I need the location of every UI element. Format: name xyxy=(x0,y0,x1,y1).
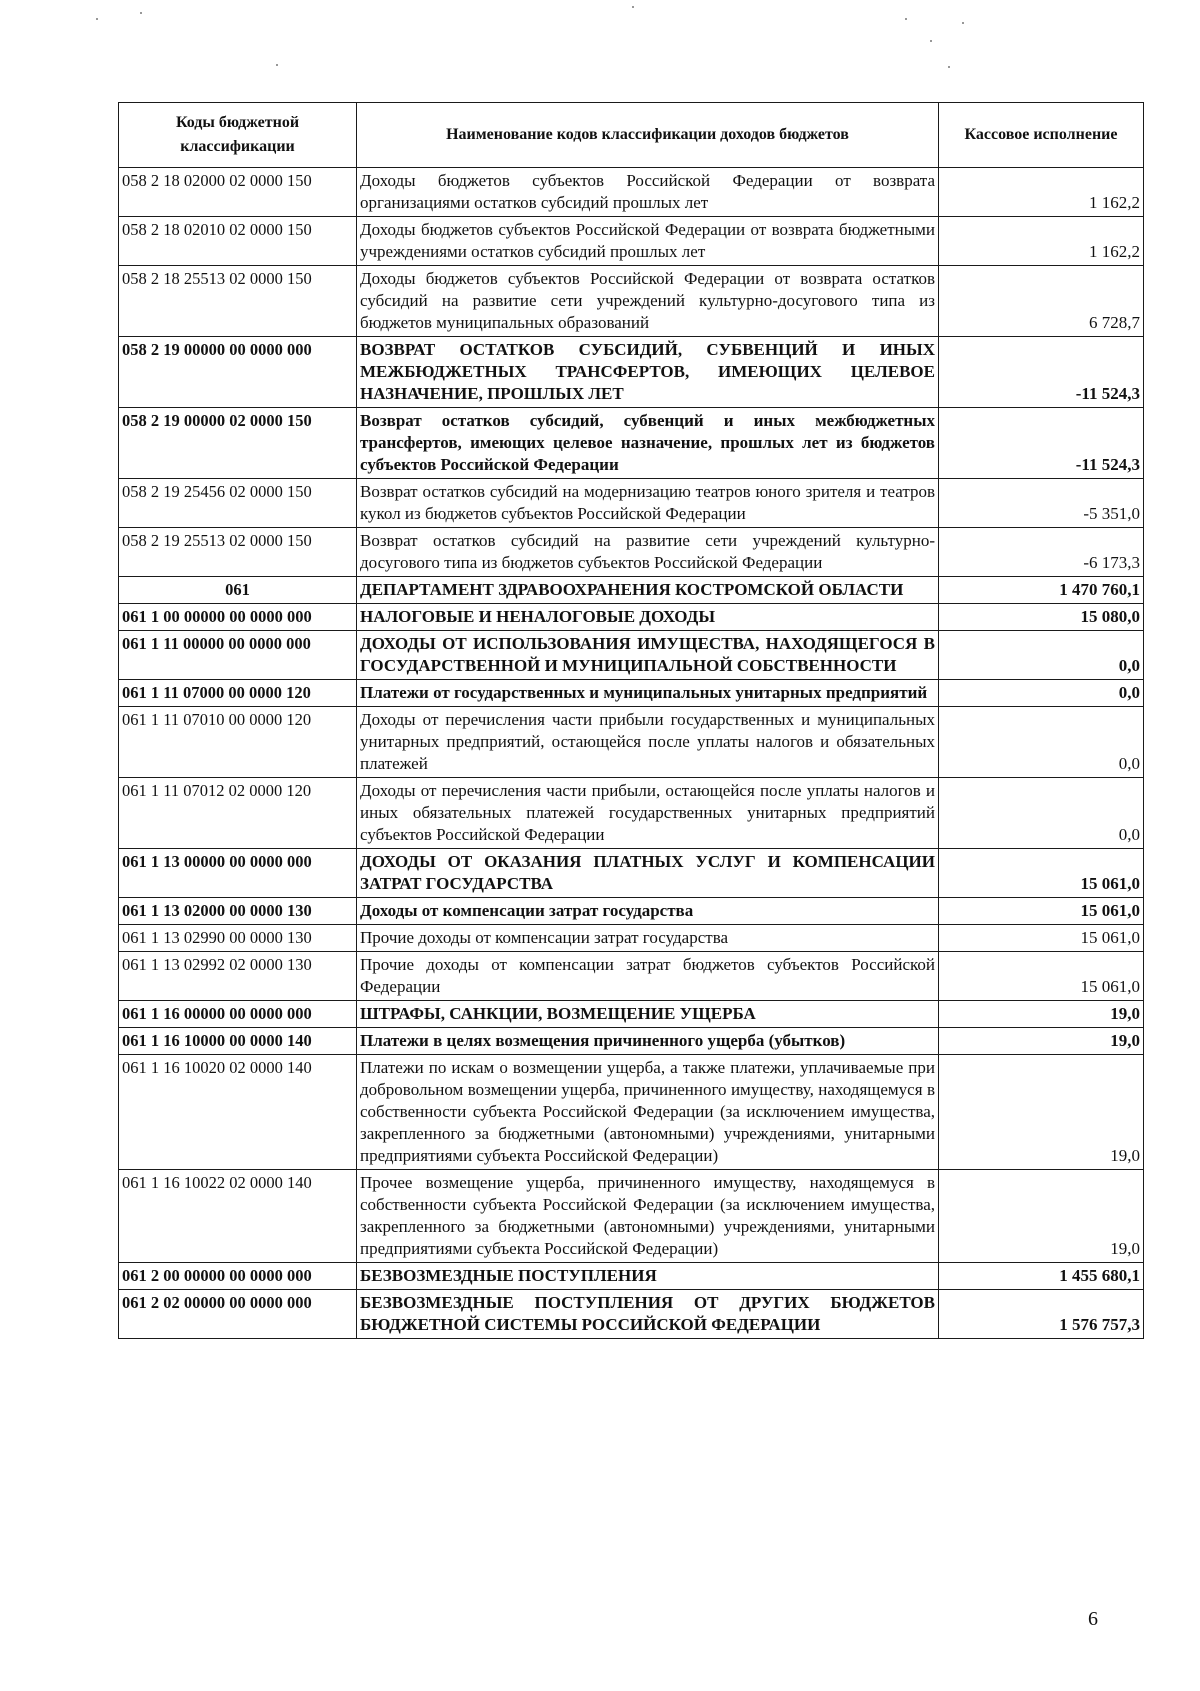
row-code: 058 2 19 25456 02 0000 150 xyxy=(119,479,357,528)
row-name: Прочие доходы от компенсации затрат государства xyxy=(357,925,939,952)
row-code: 058 2 18 25513 02 0000 150 xyxy=(119,266,357,337)
row-code: 061 2 00 00000 00 0000 000 xyxy=(119,1263,357,1290)
row-amount: 19,0 xyxy=(939,1001,1144,1028)
row-amount: 1 162,2 xyxy=(939,217,1144,266)
row-amount: 6 728,7 xyxy=(939,266,1144,337)
table-row xyxy=(119,479,1144,528)
row-amount: 15 061,0 xyxy=(939,849,1144,898)
row-name: ДОХОДЫ ОТ ИСПОЛЬЗОВАНИЯ ИМУЩЕСТВА, НАХОДЯЩЕГОСЯ В ГОСУДАРСТВЕННОЙ И МУНИЦИПАЛЬНОЙ СОБСТВЕННОСТИ xyxy=(357,631,939,680)
scan-speck xyxy=(276,64,278,66)
row-name: ВОЗВРАТ ОСТАТКОВ СУБСИДИЙ, СУБВЕНЦИЙ И ИНЫХ МЕЖБЮДЖЕТНЫХ ТРАНСФЕРТОВ, ИМЕЮЩИХ ЦЕЛЕВОЕ НАЗНАЧЕНИЕ, ПРОШЛЫХ ЛЕТ xyxy=(357,337,939,408)
table-row xyxy=(119,168,1144,217)
budget-classification-table xyxy=(118,102,1144,1339)
table-row xyxy=(119,952,1144,1001)
page-number: 6 xyxy=(1088,1608,1098,1630)
row-code: 061 1 00 00000 00 0000 000 xyxy=(119,604,357,631)
table-row xyxy=(119,1263,1144,1290)
row-amount: -11 524,3 xyxy=(939,408,1144,479)
row-name: Доходы от перечисления части прибыли, остающейся после уплаты налогов и иных обязательных платежей государственных унитарных предприятий субъектов Российской Федерации xyxy=(357,778,939,849)
row-amount: 1 162,2 xyxy=(939,168,1144,217)
table-row xyxy=(119,1290,1144,1339)
row-name: Возврат остатков субсидий, субвенций и иных межбюджетных трансфертов, имеющих целевое назначение, прошлых лет из бюджетов субъектов Российской Федерации xyxy=(357,408,939,479)
header-codes: Коды бюджетной классификации xyxy=(119,103,357,168)
row-code: 061 1 13 02990 00 0000 130 xyxy=(119,925,357,952)
row-name: НАЛОГОВЫЕ И НЕНАЛОГОВЫЕ ДОХОДЫ xyxy=(357,604,939,631)
table-header-row xyxy=(119,103,1144,168)
table-row xyxy=(119,898,1144,925)
table-row xyxy=(119,266,1144,337)
table-row xyxy=(119,604,1144,631)
row-name: Платежи от государственных и муниципальных унитарных предприятий xyxy=(357,680,939,707)
row-name: Доходы бюджетов субъектов Российской Федерации от возврата остатков субсидий на развитие сети учреждений культурно-досугового типа из бюджетов муниципальных образований xyxy=(357,266,939,337)
row-amount: 15 080,0 xyxy=(939,604,1144,631)
row-code: 061 2 02 00000 00 0000 000 xyxy=(119,1290,357,1339)
row-amount: 19,0 xyxy=(939,1028,1144,1055)
row-code: 061 1 11 07010 00 0000 120 xyxy=(119,707,357,778)
row-name: БЕЗВОЗМЕЗДНЫЕ ПОСТУПЛЕНИЯ ОТ ДРУГИХ БЮДЖЕТОВ БЮДЖЕТНОЙ СИСТЕМЫ РОССИЙСКОЙ ФЕДЕРАЦИИ xyxy=(357,1290,939,1339)
table-row xyxy=(119,707,1144,778)
table-row xyxy=(119,778,1144,849)
table-row xyxy=(119,337,1144,408)
row-code: 061 1 11 07000 00 0000 120 xyxy=(119,680,357,707)
row-amount: 19,0 xyxy=(939,1170,1144,1263)
table-row xyxy=(119,631,1144,680)
row-code: 058 2 18 02000 02 0000 150 xyxy=(119,168,357,217)
header-name: Наименование кодов классификации доходов бюджетов xyxy=(357,103,939,168)
row-name: Доходы от компенсации затрат государства xyxy=(357,898,939,925)
row-amount: 15 061,0 xyxy=(939,952,1144,1001)
row-code: 061 1 11 07012 02 0000 120 xyxy=(119,778,357,849)
row-amount: -6 173,3 xyxy=(939,528,1144,577)
table-row xyxy=(119,1028,1144,1055)
table-row xyxy=(119,680,1144,707)
row-amount: -5 351,0 xyxy=(939,479,1144,528)
table-row xyxy=(119,408,1144,479)
row-code: 061 1 11 00000 00 0000 000 xyxy=(119,631,357,680)
row-name: ДОХОДЫ ОТ ОКАЗАНИЯ ПЛАТНЫХ УСЛУГ И КОМПЕНСАЦИИ ЗАТРАТ ГОСУДАРСТВА xyxy=(357,849,939,898)
scan-speck xyxy=(930,40,932,42)
table-row xyxy=(119,528,1144,577)
scan-speck xyxy=(905,18,907,20)
row-name: Доходы от перечисления части прибыли государственных и муниципальных унитарных предприятий, остающейся после уплаты налогов и обязательных платежей xyxy=(357,707,939,778)
scan-speck xyxy=(96,18,98,20)
row-code: 058 2 19 00000 00 0000 000 xyxy=(119,337,357,408)
table-row xyxy=(119,1001,1144,1028)
row-code: 058 2 18 02010 02 0000 150 xyxy=(119,217,357,266)
row-amount: 15 061,0 xyxy=(939,898,1144,925)
table-body xyxy=(119,168,1144,1339)
table-row xyxy=(119,1055,1144,1170)
row-name: БЕЗВОЗМЕЗДНЫЕ ПОСТУПЛЕНИЯ xyxy=(357,1263,939,1290)
header-amount: Кассовое исполнение xyxy=(939,103,1144,168)
row-amount: 1 576 757,3 xyxy=(939,1290,1144,1339)
row-name: Платежи в целях возмещения причиненного ущерба (убытков) xyxy=(357,1028,939,1055)
row-amount: 19,0 xyxy=(939,1055,1144,1170)
row-code: 061 1 16 00000 00 0000 000 xyxy=(119,1001,357,1028)
scan-speck xyxy=(140,12,142,14)
row-name: Доходы бюджетов субъектов Российской Федерации от возврата организациями остатков субсидий прошлых лет xyxy=(357,168,939,217)
row-name: ДЕПАРТАМЕНТ ЗДРАВООХРАНЕНИЯ КОСТРОМСКОЙ ОБЛАСТИ xyxy=(357,577,939,604)
row-amount: 0,0 xyxy=(939,778,1144,849)
table-row xyxy=(119,925,1144,952)
row-code: 061 1 16 10022 02 0000 140 xyxy=(119,1170,357,1263)
row-code: 061 1 16 10020 02 0000 140 xyxy=(119,1055,357,1170)
row-code: 061 1 13 02992 02 0000 130 xyxy=(119,952,357,1001)
table-row xyxy=(119,217,1144,266)
row-name: Возврат остатков субсидий на модернизацию театров юного зрителя и театров кукол из бюджетов субъектов Российской Федерации xyxy=(357,479,939,528)
scan-speck xyxy=(632,6,634,8)
row-name: Возврат остатков субсидий на развитие сети учреждений культурно-досугового типа из бюджетов субъектов Российской Федерации xyxy=(357,528,939,577)
row-code: 061 1 16 10000 00 0000 140 xyxy=(119,1028,357,1055)
row-name: Прочие доходы от компенсации затрат бюджетов субъектов Российской Федерации xyxy=(357,952,939,1001)
row-amount: 1 470 760,1 xyxy=(939,577,1144,604)
row-code: 061 xyxy=(119,577,357,604)
row-amount: 1 455 680,1 xyxy=(939,1263,1144,1290)
row-name: Платежи по искам о возмещении ущерба, а также платежи, уплачиваемые при добровольном возмещении ущерба, причиненного имуществу, находящемуся в собственности субъекта Российской Федерации (за исключением имущества, закрепленного за бюджетными (автономными) учреждениями, унитарными предприятиями субъекта Российской Федерации) xyxy=(357,1055,939,1170)
table-row xyxy=(119,577,1144,604)
row-amount: -11 524,3 xyxy=(939,337,1144,408)
table-row xyxy=(119,1170,1144,1263)
row-code: 061 1 13 00000 00 0000 000 xyxy=(119,849,357,898)
row-name: ШТРАФЫ, САНКЦИИ, ВОЗМЕЩЕНИЕ УЩЕРБА xyxy=(357,1001,939,1028)
scan-speck xyxy=(962,22,964,24)
row-code: 058 2 19 25513 02 0000 150 xyxy=(119,528,357,577)
row-amount: 0,0 xyxy=(939,707,1144,778)
row-name: Прочее возмещение ущерба, причиненного имуществу, находящемуся в собственности субъекта Российской Федерации (за исключением имущества, закрепленного за бюджетными (автономными) учреждениями, унитарными предприятиями субъекта Российской Федерации) xyxy=(357,1170,939,1263)
row-code: 058 2 19 00000 02 0000 150 xyxy=(119,408,357,479)
table-row xyxy=(119,849,1144,898)
row-amount: 0,0 xyxy=(939,680,1144,707)
row-amount: 15 061,0 xyxy=(939,925,1144,952)
row-name: Доходы бюджетов субъектов Российской Федерации от возврата бюджетными учреждениями остатков субсидий прошлых лет xyxy=(357,217,939,266)
row-code: 061 1 13 02000 00 0000 130 xyxy=(119,898,357,925)
row-amount: 0,0 xyxy=(939,631,1144,680)
scan-speck xyxy=(948,66,950,68)
